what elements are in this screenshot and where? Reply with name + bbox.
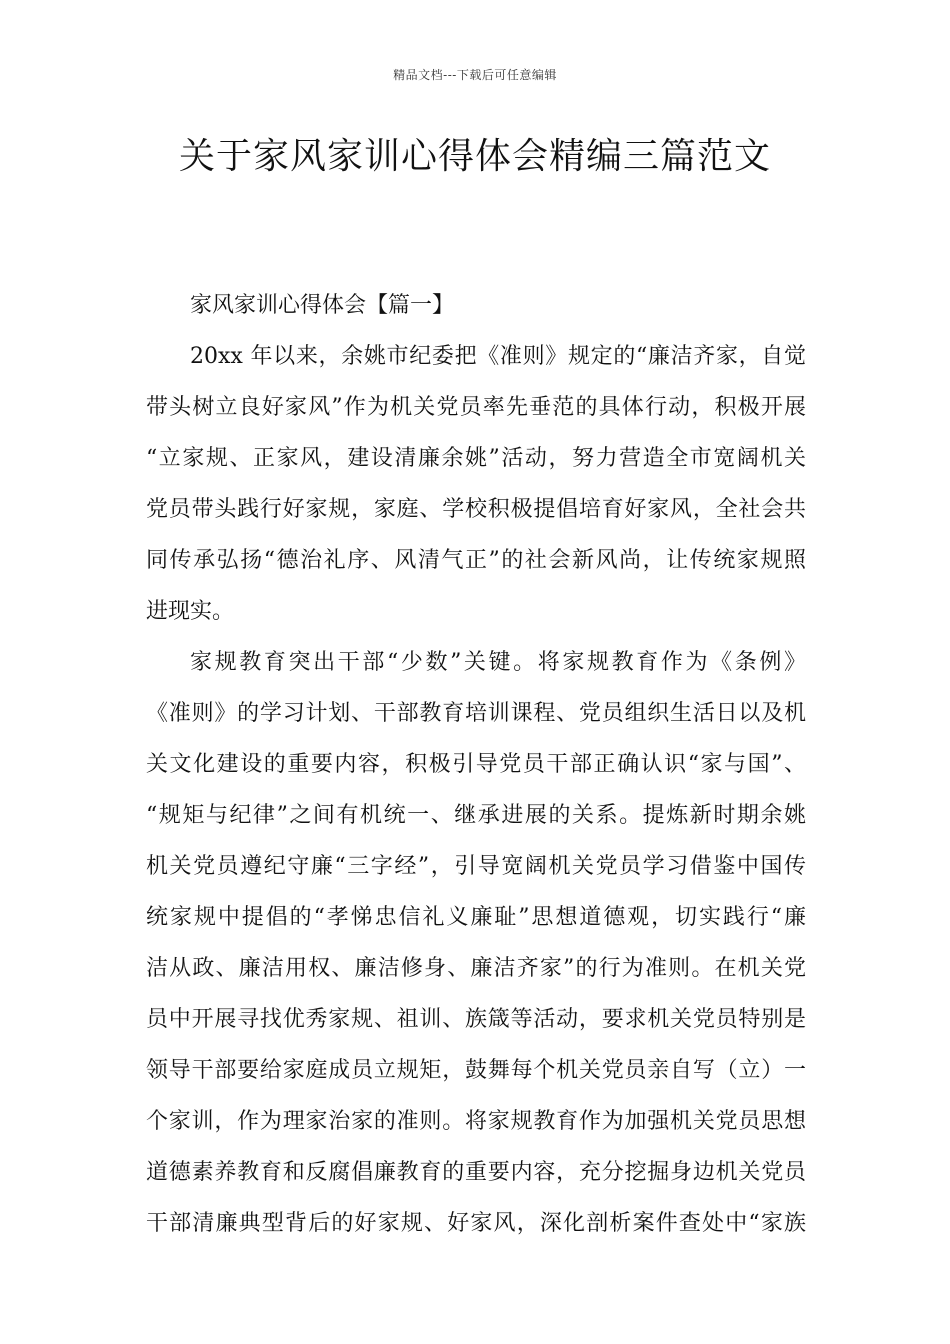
paragraph-line: 家规教育突出干部“少数”关键。将家规教育作为《条例》	[190, 650, 806, 675]
paragraph-1	[146, 331, 806, 637]
paragraph-line: 道德素养教育和反腐倡廉教育的重要内容，充分挖掘身边机关党员	[146, 1160, 806, 1185]
paragraph-line: 关文化建设的重要内容，积极引导党员干部正确认识“家与国”、	[146, 752, 806, 777]
paragraph-line: 机关党员遵纪守廉“三字经”，引导宽阔机关党员学习借鉴中国传	[146, 854, 806, 879]
page-header-note: 精品文档---下载后可任意编辑	[393, 68, 557, 82]
paragraph-line: 20xx 年以来，余姚市纪委把《准则》规定的“廉洁齐家，自觉	[190, 344, 806, 369]
document-body	[146, 280, 806, 1249]
paragraph-line: 《准则》的学习计划、干部教育培训课程、党员组织生活日以及机	[146, 701, 806, 726]
paragraph-line: 进现实。	[146, 599, 235, 624]
paragraph-line: 统家规中提倡的“孝悌忠信礼义廉耻”思想道德观，切实践行“廉	[146, 905, 806, 930]
paragraph-2	[146, 637, 806, 1249]
paragraph-line: 领导干部要给家庭成员立规矩，鼓舞每个机关党员亲自写（立）一	[146, 1058, 806, 1083]
paragraph-line: 员中开展寻找优秀家规、祖训、族箴等活动，要求机关党员特别是	[146, 1007, 806, 1032]
paragraph-line: 带头树立良好家风”作为机关党员率先垂范的具体行动，积极开展	[146, 395, 806, 420]
paragraph-line: 同传承弘扬“德治礼序、风清气正”的社会新风尚，让传统家规照	[146, 548, 806, 573]
paragraph-line: “立家规、正家风，建设清廉余姚”活动，努力营造全市宽阔机关	[146, 446, 806, 471]
paragraph-line: 干部清廉典型背后的好家规、好家风，深化剖析案件查处中“家族	[146, 1211, 806, 1236]
paragraph-line: “规矩与纪律”之间有机统一、继承进展的关系。提炼新时期余姚	[146, 803, 806, 828]
section-heading: 家风家训心得体会【篇一】	[190, 293, 455, 318]
document-title: 关于家风家训心得体会精编三篇范文	[178, 136, 771, 177]
paragraph-line: 洁从政、廉洁用权、廉洁修身、廉洁齐家”的行为准则。在机关党	[146, 956, 806, 981]
paragraph-line: 党员带头践行好家规，家庭、学校积极提倡培育好家风，全社会共	[146, 497, 806, 522]
paragraph-line: 个家训，作为理家治家的准则。将家规教育作为加强机关党员思想	[146, 1109, 806, 1134]
